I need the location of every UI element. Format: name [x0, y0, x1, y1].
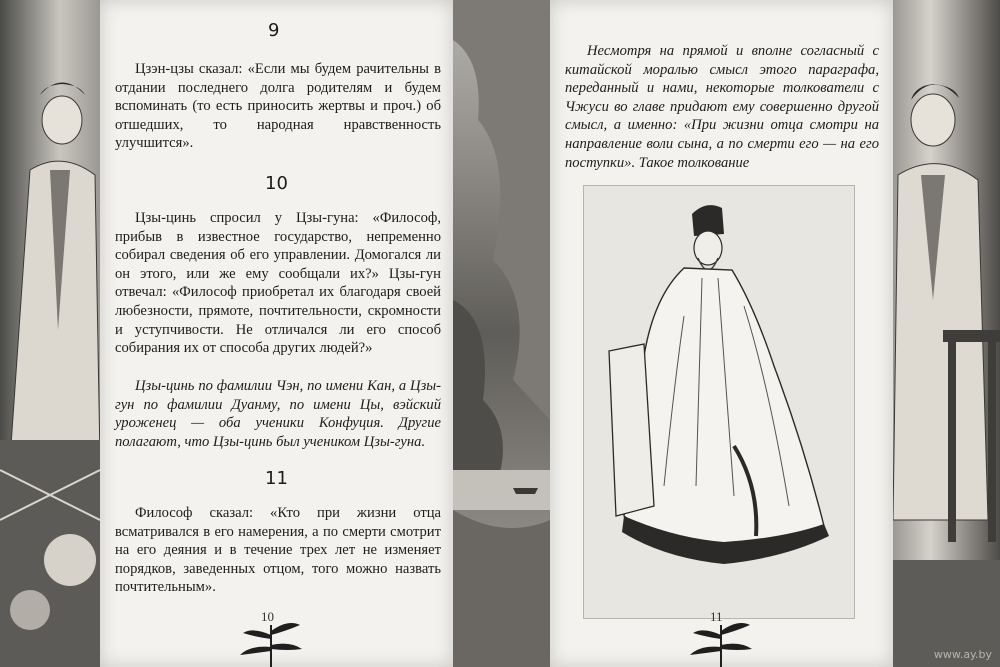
page-number-left: 10 [261, 609, 274, 624]
section-number-10: 10 [265, 173, 288, 194]
site-watermark: www.ay.by [933, 648, 992, 661]
page-number-right: 11 [710, 609, 723, 624]
section-number-9: 9 [268, 20, 280, 41]
left-painting-panel [0, 0, 100, 667]
section-number-11: 11 [265, 468, 288, 489]
section-10-commentary: Цзы-цинь по фамилии Чэн, по имени Кан, а Цзы-гун по фамилии Дуанму, по имени Цы, вэйский уроженец — оба ученики Конфуция. Другие полагают, что Цзы-цинь был учеником Цзы-гуна. [115, 378, 441, 450]
right-page-commentary: Несмотря на прямой и вполне согласный с китайской моралью смысл этого параграфа, переданный и нами, некоторые толкователи с Чжуси во главе придают ему совершенно другой смысл, а именно: «При жизни отца смотри на направление воли сына, а по смерти его — на его поступки». Такое толкование [565, 43, 879, 171]
section-10-text: Цзы-цинь спросил у Цзы-гуна: «Философ, прибыв в известное государство, непременно собирал сведения об его управлении. Домогался ли он этого, или же ему сообщали их?» Цзы-гун отвечал: «Философ приобретал их благодаря своей любезности, прямоте, почтительности, скромности и уступчивости. Не отличался ли его способ собирания их от способа других людей?» [115, 210, 441, 357]
right-painting-panel [893, 0, 1000, 667]
sage-illustration [583, 185, 855, 619]
lady-painting-right [893, 0, 1000, 667]
sage-figure-drawing [584, 186, 854, 618]
bamboo-ornament-right [688, 615, 754, 667]
landscape-painting [453, 0, 550, 667]
lady-painting-left [0, 0, 100, 667]
center-landscape-panel [453, 0, 550, 667]
bamboo-ornament-left [238, 615, 304, 667]
section-11-text: Философ сказал: «Кто при жизни отца всматривался в его намерения, а по смерти смотрит на его деяния и в течение трех лет не изменяет порядков, заведенных отцом, того можно назвать почтительным». [115, 505, 441, 596]
section-9-text: Цзэн-цзы сказал: «Если мы будем рачительны в отдании последнего долга родителям и будем вспоминать (то есть приносить жертвы и проч.) об отшедших, то народная нравственность улучшится». [115, 61, 441, 152]
